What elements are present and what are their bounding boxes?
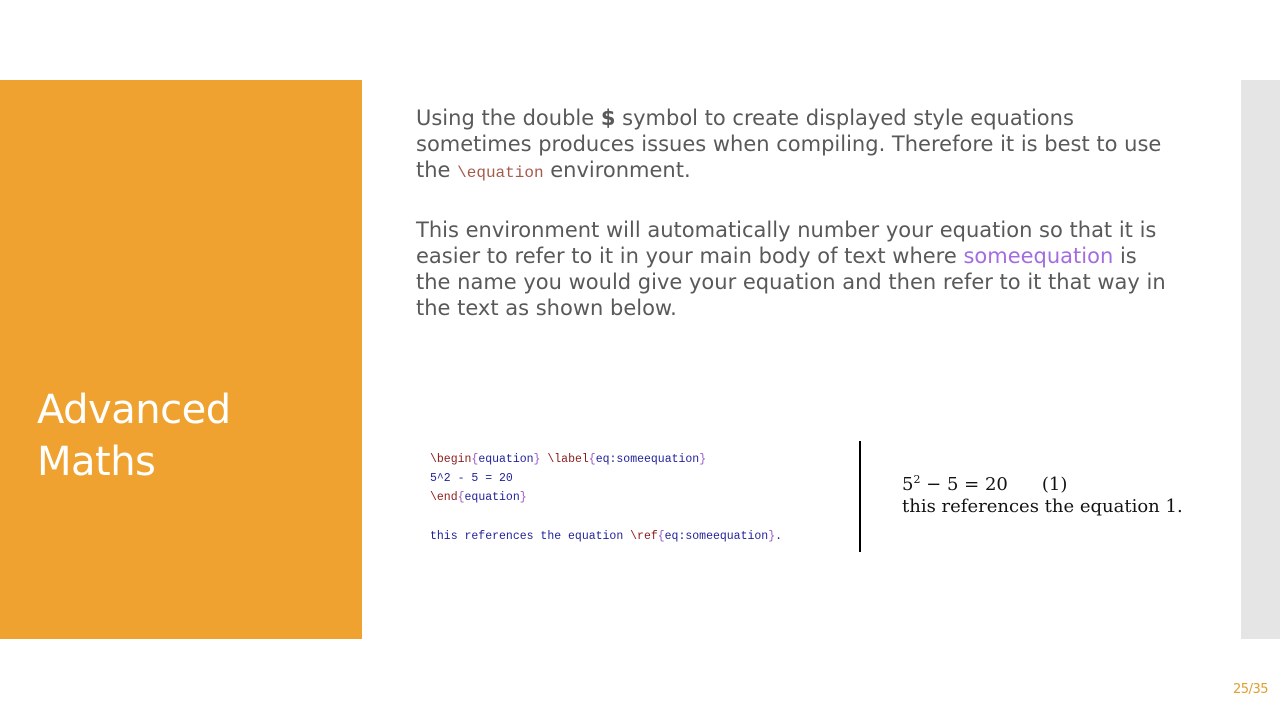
code-brace: { bbox=[657, 530, 665, 543]
rendered-equation bbox=[902, 474, 1222, 496]
paragraph-text: environment. bbox=[543, 158, 691, 182]
code-brace: } bbox=[768, 530, 776, 543]
latex-code-example bbox=[430, 450, 850, 546]
rendered-output bbox=[902, 474, 1222, 518]
code-line-equation: 5^2 - 5 = 20 bbox=[430, 472, 513, 485]
code-command: \begin bbox=[430, 453, 472, 466]
code-brace: { bbox=[588, 453, 596, 466]
code-argument: equation bbox=[464, 491, 520, 504]
slide-title: Advanced Maths bbox=[37, 387, 231, 485]
paragraph-equation-intro bbox=[416, 105, 1176, 186]
code-brace: { bbox=[457, 491, 465, 504]
code-brace: } bbox=[699, 453, 707, 466]
code-brace: } bbox=[533, 453, 541, 466]
code-command: \label bbox=[547, 453, 589, 466]
inline-code-equation: \equation bbox=[457, 164, 544, 182]
paragraph-text: symbol to create displayed style equations sometimes produces issues when compiling. Therefore it is best to use the bbox=[416, 106, 1162, 182]
paragraph-text: Using the double bbox=[416, 106, 601, 130]
code-line-reference bbox=[430, 527, 850, 546]
equation-rest: − 5 = 20 bbox=[920, 474, 1008, 495]
paragraph-text: This environment will automatically number your equation so that it is easier to refer to it in your main body of text where bbox=[416, 218, 1157, 268]
vertical-divider bbox=[859, 441, 861, 552]
code-text: this references the equation bbox=[430, 530, 631, 543]
dollar-symbol: $ bbox=[600, 106, 616, 130]
slide-body bbox=[416, 105, 1176, 321]
right-side-strip bbox=[1241, 80, 1280, 639]
rendered-reference-line: this references the equation 1. bbox=[902, 496, 1183, 517]
equation-number: (1) bbox=[1041, 474, 1068, 495]
code-brace: } bbox=[519, 491, 527, 504]
code-line-begin bbox=[430, 450, 850, 469]
highlight-someequation: someequation bbox=[963, 244, 1114, 268]
code-text: . bbox=[775, 530, 782, 543]
equation-exponent: 2 bbox=[913, 473, 921, 486]
code-argument: eq:someequation bbox=[595, 453, 700, 466]
page-number: 25/35 bbox=[1233, 682, 1268, 697]
code-command: \end bbox=[430, 491, 458, 504]
paragraph-text: is the name you would give your equation and then refer to it that way in the text as shown below. bbox=[416, 244, 1166, 320]
code-line-end bbox=[430, 488, 850, 507]
code-command: \ref bbox=[630, 530, 658, 543]
code-argument: equation bbox=[478, 453, 534, 466]
paragraph-environment-numbering bbox=[416, 217, 1176, 321]
code-argument: eq:someequation bbox=[664, 530, 769, 543]
code-spacer bbox=[430, 507, 850, 527]
code-brace: { bbox=[471, 453, 479, 466]
title-panel bbox=[0, 80, 362, 639]
equation-base: 5 bbox=[902, 474, 914, 495]
